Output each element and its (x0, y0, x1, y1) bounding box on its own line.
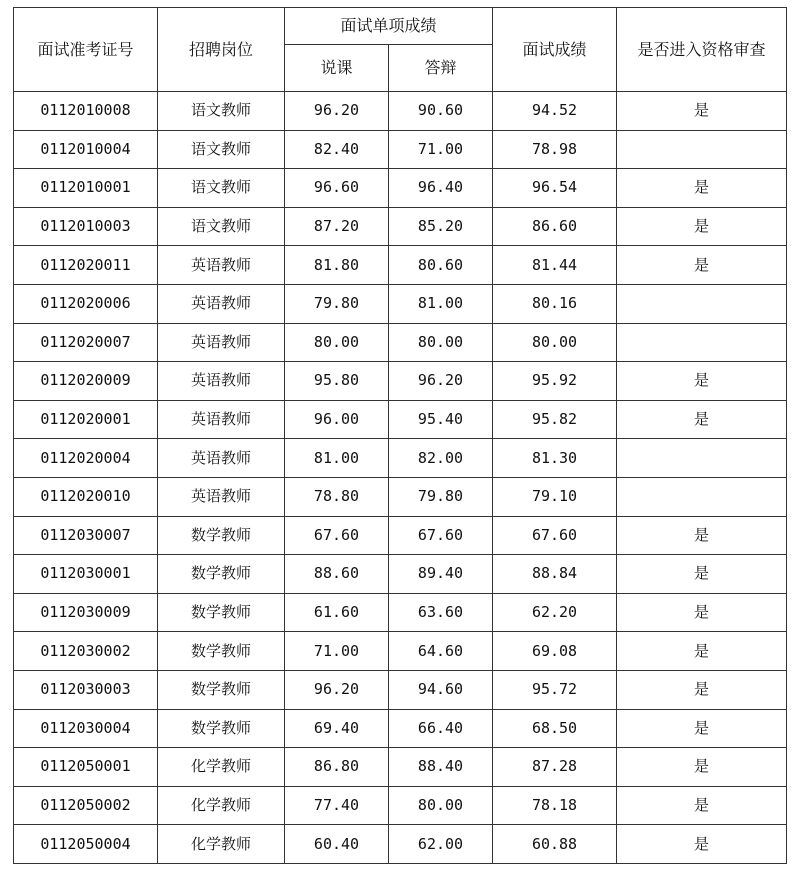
cell-position: 语文教师 (158, 207, 285, 246)
cell-lecture-score: 96.00 (285, 400, 389, 439)
table-row (14, 130, 787, 169)
cell-total-score: 95.82 (493, 400, 617, 439)
cell-qualified (617, 130, 787, 169)
cell-qualified: 是 (617, 632, 787, 671)
cell-position: 数学教师 (158, 670, 285, 709)
cell-lecture-score: 96.20 (285, 670, 389, 709)
table-row (14, 593, 787, 632)
cell-defense-score: 85.20 (389, 207, 493, 246)
cell-position: 语文教师 (158, 130, 285, 169)
table-row (14, 400, 787, 439)
cell-lecture-score: 80.00 (285, 323, 389, 362)
cell-lecture-score: 67.60 (285, 516, 389, 555)
cell-qualified: 是 (617, 786, 787, 825)
cell-exam-id: 0112030001 (14, 555, 158, 594)
cell-qualified: 是 (617, 555, 787, 594)
cell-lecture-score: 78.80 (285, 477, 389, 516)
cell-total-score: 95.72 (493, 670, 617, 709)
cell-lecture-score: 69.40 (285, 709, 389, 748)
cell-lecture-score: 86.80 (285, 748, 389, 787)
cell-position: 英语教师 (158, 362, 285, 401)
cell-exam-id: 0112030002 (14, 632, 158, 671)
table-row (14, 439, 787, 478)
cell-total-score: 94.52 (493, 92, 617, 131)
cell-lecture-score: 71.00 (285, 632, 389, 671)
cell-exam-id: 0112020011 (14, 246, 158, 285)
cell-exam-id: 0112030003 (14, 670, 158, 709)
cell-position: 数学教师 (158, 516, 285, 555)
cell-position: 数学教师 (158, 709, 285, 748)
cell-exam-id: 0112050004 (14, 825, 158, 864)
cell-exam-id: 0112050002 (14, 786, 158, 825)
table-row (14, 323, 787, 362)
cell-defense-score: 63.60 (389, 593, 493, 632)
cell-total-score: 69.08 (493, 632, 617, 671)
table-row (14, 169, 787, 208)
cell-lecture-score: 81.00 (285, 439, 389, 478)
table-row (14, 246, 787, 285)
table-row (14, 477, 787, 516)
table-body (14, 92, 787, 864)
cell-defense-score: 88.40 (389, 748, 493, 787)
cell-qualified: 是 (617, 516, 787, 555)
cell-total-score: 88.84 (493, 555, 617, 594)
cell-total-score: 67.60 (493, 516, 617, 555)
cell-exam-id: 0112020001 (14, 400, 158, 439)
table-row (14, 92, 787, 131)
cell-lecture-score: 77.40 (285, 786, 389, 825)
cell-total-score: 81.30 (493, 439, 617, 478)
header-lecture: 说课 (285, 45, 389, 92)
cell-lecture-score: 87.20 (285, 207, 389, 246)
cell-defense-score: 94.60 (389, 670, 493, 709)
cell-position: 英语教师 (158, 246, 285, 285)
cell-lecture-score: 96.60 (285, 169, 389, 208)
cell-qualified: 是 (617, 709, 787, 748)
table-row (14, 207, 787, 246)
header-single-scores: 面试单项成绩 (285, 8, 493, 45)
cell-defense-score: 95.40 (389, 400, 493, 439)
cell-qualified (617, 284, 787, 323)
cell-lecture-score: 88.60 (285, 555, 389, 594)
cell-total-score: 68.50 (493, 709, 617, 748)
cell-total-score: 86.60 (493, 207, 617, 246)
table-row (14, 709, 787, 748)
table-row (14, 632, 787, 671)
cell-exam-id: 0112010003 (14, 207, 158, 246)
cell-defense-score: 80.00 (389, 323, 493, 362)
cell-position: 英语教师 (158, 477, 285, 516)
cell-defense-score: 66.40 (389, 709, 493, 748)
cell-position: 化学教师 (158, 825, 285, 864)
table-row (14, 284, 787, 323)
cell-position: 数学教师 (158, 632, 285, 671)
cell-qualified (617, 439, 787, 478)
cell-defense-score: 89.40 (389, 555, 493, 594)
cell-total-score: 81.44 (493, 246, 617, 285)
cell-exam-id: 0112020010 (14, 477, 158, 516)
cell-qualified: 是 (617, 748, 787, 787)
cell-defense-score: 90.60 (389, 92, 493, 131)
cell-total-score: 78.18 (493, 786, 617, 825)
cell-defense-score: 64.60 (389, 632, 493, 671)
cell-position: 数学教师 (158, 555, 285, 594)
cell-defense-score: 96.20 (389, 362, 493, 401)
cell-lecture-score: 82.40 (285, 130, 389, 169)
cell-defense-score: 96.40 (389, 169, 493, 208)
cell-defense-score: 82.00 (389, 439, 493, 478)
table-header (14, 8, 787, 92)
cell-total-score: 62.20 (493, 593, 617, 632)
cell-position: 化学教师 (158, 786, 285, 825)
cell-lecture-score: 60.40 (285, 825, 389, 864)
cell-total-score: 95.92 (493, 362, 617, 401)
header-position: 招聘岗位 (158, 8, 285, 92)
cell-exam-id: 0112010004 (14, 130, 158, 169)
header-row-top (14, 8, 787, 45)
cell-lecture-score: 79.80 (285, 284, 389, 323)
cell-position: 化学教师 (158, 748, 285, 787)
table-row (14, 516, 787, 555)
cell-defense-score: 80.60 (389, 246, 493, 285)
interview-results-table (13, 7, 787, 864)
table-row (14, 748, 787, 787)
cell-defense-score: 79.80 (389, 477, 493, 516)
cell-exam-id: 0112020009 (14, 362, 158, 401)
cell-lecture-score: 81.80 (285, 246, 389, 285)
cell-total-score: 87.28 (493, 748, 617, 787)
cell-total-score: 80.00 (493, 323, 617, 362)
cell-defense-score: 80.00 (389, 786, 493, 825)
table-row (14, 670, 787, 709)
cell-exam-id: 0112020006 (14, 284, 158, 323)
cell-defense-score: 71.00 (389, 130, 493, 169)
header-total-score: 面试成绩 (493, 8, 617, 92)
cell-total-score: 96.54 (493, 169, 617, 208)
cell-exam-id: 0112030004 (14, 709, 158, 748)
cell-exam-id: 0112020007 (14, 323, 158, 362)
cell-qualified: 是 (617, 207, 787, 246)
header-exam-id: 面试准考证号 (14, 8, 158, 92)
header-defense: 答辩 (389, 45, 493, 92)
table-row (14, 362, 787, 401)
cell-position: 数学教师 (158, 593, 285, 632)
cell-qualified: 是 (617, 825, 787, 864)
cell-total-score: 78.98 (493, 130, 617, 169)
cell-qualified (617, 323, 787, 362)
cell-defense-score: 81.00 (389, 284, 493, 323)
cell-lecture-score: 61.60 (285, 593, 389, 632)
cell-lecture-score: 95.80 (285, 362, 389, 401)
cell-qualified (617, 477, 787, 516)
cell-position: 英语教师 (158, 439, 285, 478)
cell-position: 英语教师 (158, 400, 285, 439)
cell-qualified: 是 (617, 670, 787, 709)
cell-lecture-score: 96.20 (285, 92, 389, 131)
table-row (14, 786, 787, 825)
cell-total-score: 60.88 (493, 825, 617, 864)
cell-position: 英语教师 (158, 323, 285, 362)
cell-qualified: 是 (617, 400, 787, 439)
cell-qualified: 是 (617, 92, 787, 131)
cell-defense-score: 67.60 (389, 516, 493, 555)
cell-exam-id: 0112030009 (14, 593, 158, 632)
cell-qualified: 是 (617, 362, 787, 401)
cell-position: 英语教师 (158, 284, 285, 323)
cell-exam-id: 0112010001 (14, 169, 158, 208)
cell-exam-id: 0112020004 (14, 439, 158, 478)
cell-position: 语文教师 (158, 92, 285, 131)
cell-qualified: 是 (617, 593, 787, 632)
table-row (14, 825, 787, 864)
cell-exam-id: 0112010008 (14, 92, 158, 131)
cell-total-score: 79.10 (493, 477, 617, 516)
table-row (14, 555, 787, 594)
cell-exam-id: 0112030007 (14, 516, 158, 555)
cell-exam-id: 0112050001 (14, 748, 158, 787)
cell-defense-score: 62.00 (389, 825, 493, 864)
cell-total-score: 80.16 (493, 284, 617, 323)
cell-position: 语文教师 (158, 169, 285, 208)
cell-qualified: 是 (617, 246, 787, 285)
cell-qualified: 是 (617, 169, 787, 208)
header-qualified: 是否进入资格审查 (617, 8, 787, 92)
